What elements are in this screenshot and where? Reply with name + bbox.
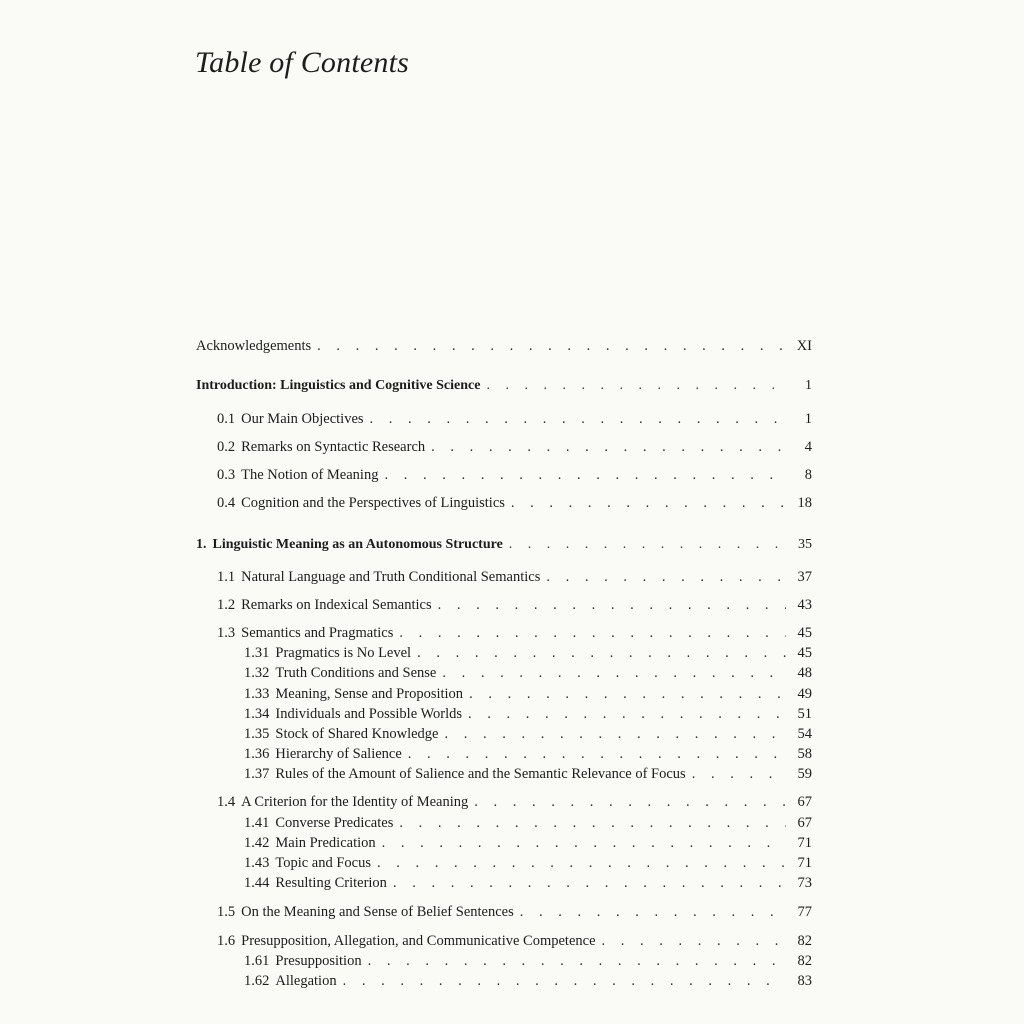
toc-entry-label: Meaning, Sense and Proposition (275, 686, 464, 702)
toc-entry (244, 764, 812, 784)
toc-entry-page: 43 (797, 597, 812, 613)
toc-entry-number: 1.44 (244, 875, 270, 891)
toc-entry-page: 18 (797, 495, 812, 511)
toc-entry-page: 71 (797, 855, 812, 871)
toc-entry (244, 724, 812, 744)
toc-entry-label: On the Meaning and Sense of Belief Sentences (241, 904, 514, 920)
toc-entry-page: 48 (797, 665, 812, 681)
toc-entry-page: 67 (797, 815, 812, 831)
toc-entry (217, 437, 812, 457)
dot-leader (442, 663, 786, 683)
toc-entry-label: Presupposition, Allegation, and Communicative Competence (241, 933, 596, 949)
toc-entry-label: Our Main Objectives (241, 411, 364, 427)
toc-entry-label: Remarks on Syntactic Research (241, 439, 426, 455)
toc-entry (217, 931, 812, 951)
toc-entry-number: 1.42 (244, 835, 270, 851)
toc-entry-page: 49 (797, 686, 812, 702)
toc-entry-label: Hierarchy of Salience (275, 746, 402, 762)
toc-entry-number: 1.1 (217, 569, 236, 585)
dot-leader (370, 409, 786, 429)
toc-entry-label: Introduction: Linguistics and Cognitive Science (196, 378, 481, 393)
toc-entry-label: Presupposition (275, 953, 362, 969)
dot-leader (343, 971, 786, 991)
dot-leader (393, 873, 786, 893)
toc-entry-page: 1 (805, 378, 812, 393)
toc-entry (244, 873, 812, 893)
toc-entry-introduction (196, 376, 812, 396)
toc-entry (244, 663, 812, 683)
toc-entry-acknowledgements (196, 336, 812, 356)
toc-entry-page: 83 (797, 973, 812, 989)
toc-entry-number: 0.4 (217, 495, 236, 511)
toc-entry (244, 833, 812, 853)
dot-leader (384, 465, 786, 485)
dot-leader (602, 931, 786, 951)
toc-entry-page: 77 (797, 904, 812, 920)
toc-entry-number: 1. (196, 537, 207, 552)
toc-entry (217, 902, 812, 922)
toc-entry-page: 82 (797, 953, 812, 969)
toc-entry-label: Resulting Criterion (275, 875, 387, 891)
toc-entry-page: 37 (797, 569, 812, 585)
toc-entry-page: 45 (797, 645, 812, 661)
toc-entry-number: 0.2 (217, 439, 236, 455)
toc-entry-page: 8 (804, 467, 812, 483)
toc-entry-label: Natural Language and Truth Conditional Semantics (241, 569, 541, 585)
toc-entry-label: Cognition and the Perspectives of Linguistics (241, 495, 505, 511)
toc-entry-number: 0.1 (217, 411, 236, 427)
toc-entry (244, 684, 812, 704)
toc-entry (244, 971, 812, 991)
toc-entry-page: XI (796, 338, 812, 354)
toc-entry-page: 35 (798, 537, 812, 552)
dot-leader (431, 437, 786, 457)
dot-leader (509, 535, 786, 555)
toc-entry-number: 1.33 (244, 686, 270, 702)
toc-entry (217, 493, 812, 513)
toc-entry-label: Truth Conditions and Sense (275, 665, 437, 681)
toc-entry-label: Remarks on Indexical Semantics (241, 597, 432, 613)
toc-entry-page: 1 (804, 411, 812, 427)
dot-leader (486, 376, 786, 396)
dot-leader (511, 493, 786, 513)
toc-entry-number: 1.5 (217, 904, 236, 920)
toc-entry-page: 4 (804, 439, 812, 455)
toc-entry-label: Converse Predicates (275, 815, 394, 831)
toc-entry-page: 54 (797, 726, 812, 742)
toc-entry-number: 1.62 (244, 973, 270, 989)
toc-entry (244, 744, 812, 764)
toc-entry-number: 1.32 (244, 665, 270, 681)
toc-entry-page: 82 (797, 933, 812, 949)
toc-entry (217, 792, 812, 812)
dot-leader (468, 704, 786, 724)
page-title: Table of Contents (195, 46, 409, 79)
toc-entry (217, 623, 812, 643)
toc-entry-number: 1.41 (244, 815, 270, 831)
toc-entry-number: 1.43 (244, 855, 270, 871)
toc-entry-page: 67 (797, 794, 812, 810)
toc-entry-label: Allegation (275, 973, 337, 989)
toc-entry-label: Linguistic Meaning as an Autonomous Structure (212, 537, 503, 552)
dot-leader (692, 764, 786, 784)
dot-leader (546, 567, 786, 587)
toc-entry-number: 1.35 (244, 726, 270, 742)
toc-entry-label: Semantics and Pragmatics (241, 625, 394, 641)
toc-entry-label: The Notion of Meaning (241, 467, 379, 483)
toc-entry (244, 813, 812, 833)
toc-entry-page: 71 (797, 835, 812, 851)
toc-entry-label: Topic and Focus (275, 855, 372, 871)
toc-entry (217, 409, 812, 429)
toc-entry (244, 643, 812, 663)
toc-entry (217, 465, 812, 485)
dot-leader (417, 643, 786, 663)
toc-entry-number: 1.34 (244, 706, 270, 722)
dot-leader (520, 902, 786, 922)
dot-leader (382, 833, 786, 853)
toc-entry-page: 73 (797, 875, 812, 891)
toc-entry-number: 0.3 (217, 467, 236, 483)
toc-entry-label: Rules of the Amount of Salience and the Semantic Relevance of Focus (275, 766, 686, 782)
toc-entry-label: Stock of Shared Knowledge (275, 726, 439, 742)
toc-entry-number: 1.4 (217, 794, 236, 810)
toc-entry-number: 1.3 (217, 625, 236, 641)
toc-entry (217, 567, 812, 587)
toc-entry (244, 951, 812, 971)
toc-entry (244, 704, 812, 724)
toc-entry-number: 1.6 (217, 933, 236, 949)
toc-entry-page: 59 (797, 766, 812, 782)
dot-leader (368, 951, 786, 971)
toc-entry-page: 45 (797, 625, 812, 641)
toc-entry-label: A Criterion for the Identity of Meaning (241, 794, 469, 810)
dot-leader (469, 684, 786, 704)
toc-entry-chapter-1 (196, 535, 812, 555)
dot-leader (408, 744, 786, 764)
toc-entry (244, 853, 812, 873)
toc-entry-number: 1.37 (244, 766, 270, 782)
dot-leader (399, 623, 786, 643)
toc-entry-number: 1.36 (244, 746, 270, 762)
toc-entry-label: Individuals and Possible Worlds (275, 706, 463, 722)
toc-entry-label: Main Predication (275, 835, 376, 851)
toc-entry-label: Acknowledgements (196, 338, 312, 354)
toc-entry-number: 1.31 (244, 645, 270, 661)
toc-entry-label: Pragmatics is No Level (275, 645, 412, 661)
dot-leader (317, 336, 786, 356)
dot-leader (444, 724, 786, 744)
toc-entry (217, 595, 812, 615)
toc-entry-page: 58 (797, 746, 812, 762)
dot-leader (474, 792, 786, 812)
dot-leader (377, 853, 786, 873)
dot-leader (438, 595, 786, 615)
toc-entry-page: 51 (797, 706, 812, 722)
toc-entry-number: 1.2 (217, 597, 236, 613)
dot-leader (399, 813, 786, 833)
toc-entry-number: 1.61 (244, 953, 270, 969)
